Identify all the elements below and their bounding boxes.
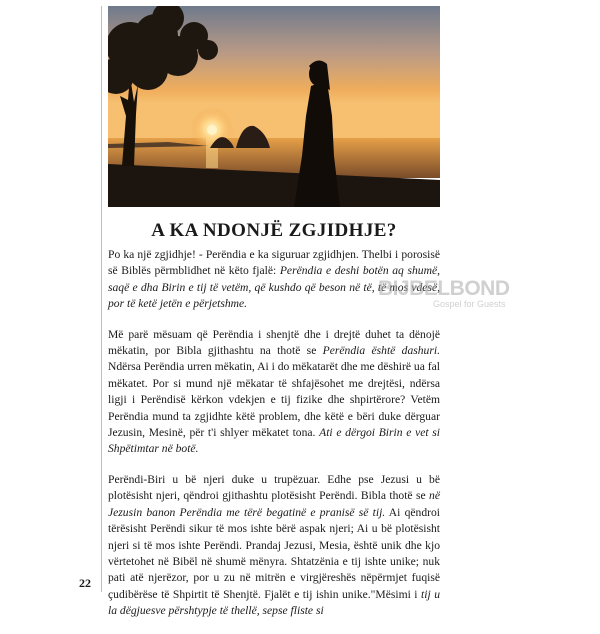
watermark <box>378 278 510 309</box>
paragraph-text: Perëndi-Biri u bë njeri duke u trupëzuar. Edhe pse Jezusi u bë plotësisht njeri, qëndroi gjithashtu plotësisht Perëndi. Bibla thotë se <box>108 472 440 503</box>
sunset-silhouette-image <box>108 6 440 207</box>
page-title: A KA NDONJË ZGJIDHJE? <box>151 220 397 241</box>
page-margin-rule <box>101 6 102 592</box>
photo-illustration <box>108 6 440 207</box>
scripture-quote: tij u la dëgjuesve përshtypje të thellë, sepse fliste si <box>108 587 440 618</box>
paragraph-text: Më parë mësuam që Perëndia i shenjtë dhe i drejtë duhet ta dënojë mëkatin, por Bibla gjithashtu na thotë se <box>108 327 440 358</box>
paragraph-text: Ai qëndroi tërësisht Perëndi sikur të mos ishte bërë aspak njeri; Ai u bë plotësisht njeri si të mos ishte Perëndi. Prandaj Jezusi, Mesia, është unik dhe kjo vërtetohet në Bibël në shumë mënyra. Shtatzënia e tij ishte unike; nuk pati atë njerëzor, por u zu në mitrën e virgjëreshës nëpërmjet fuqisë çudibërëse të Shpirtit të Shenjtë. Fjalët e tij ishin unike."Mësimi i <box>108 505 440 601</box>
scripture-quote: Perëndia e deshi botën aq shumë, saqë e dha Birin e tij të vetëm, që kushdo që beson në të, të mos vdesë, por të ketë jetën e përjetshme. <box>108 264 441 311</box>
paragraph <box>108 327 440 458</box>
watermark-tagline: Gospel for Guests <box>433 299 506 309</box>
scripture-quote: Ati e dërgoi Birin e vet si Shpëtimtar në botë. <box>108 426 441 456</box>
scripture-quote: Perëndia është dashuri. <box>322 344 440 358</box>
scripture-quote: në Jezusin banon Perëndia me tërë begatinë e pranisë së tij. <box>108 489 440 519</box>
paragraph-text: Ndërsa Perëndia urren mëkatin, Ai i do mëkatarët dhe me dëshirë ua fal mëkatet. Por si mund një mëkatar të shfajësohet me drejtësi, ndërsa ligji i Perëndisë kërkon vdekjen e tij fizike dhe shpirtërore? Vetëm Perëndia mund ta zgjidhte këtë problem, dhe këtë e bëri duke dërguar Jezusin, Mesinë, për t'i shlyer mëkatet tona. <box>108 360 440 440</box>
paragraph <box>108 472 440 620</box>
watermark-brand: BIJBELBOND <box>378 277 510 300</box>
paragraph-text: Po ka një zgjidhje! - Perëndia e ka siguruar zgjidhjen. Thelbi i porosisë së Biblës përmblidhet në këto fjalë: <box>108 248 440 278</box>
page-number: 22 <box>79 576 91 590</box>
